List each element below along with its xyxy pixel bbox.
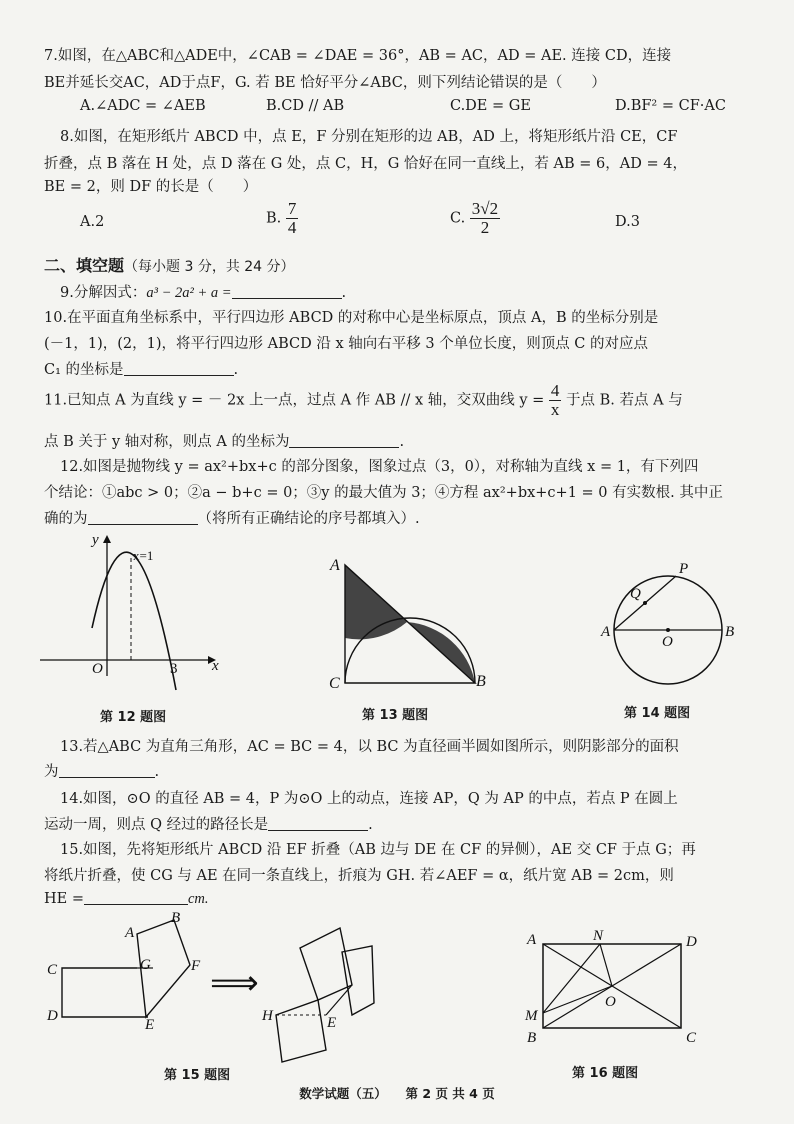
q15-line1: 15.如图，先将矩形纸片 ABCD 沿 EF 折叠（AB 边与 DE 在 CF 的异侧），AE 交 CF 于点 G；再	[60, 842, 696, 858]
q9: 9.分解因式：a³ − 2a² + a = .	[60, 285, 347, 301]
fig13-c: C	[329, 675, 340, 692]
q15-line3: HE = cm.	[44, 891, 209, 907]
q12-line1: 12.如图是抛物线 y = ax²+bx+c 的部分图象，图象过点（3，0），对称轴为直线 x = 1，有下列四	[60, 459, 699, 475]
fig14-b: B	[725, 624, 735, 640]
page-footer: 数学试题（五） 第 2 页 共 4 页	[299, 1086, 495, 1101]
fig12-three: 3	[170, 661, 178, 677]
figure-16-caption: 第 16 题图	[572, 1066, 639, 1081]
fig12-axis-label: x=1	[133, 548, 154, 563]
q7-line2: BE并延长交AC，AD于点F，G. 若 BE 恰好平分∠ABC，则下列结论错误的是（ ）	[44, 75, 606, 91]
fig16-a: A	[527, 932, 537, 948]
q14-line1: 14.如图，⊙O 的直径 AB = 4，P 为⊙O 上的动点，连接 AP，Q 为 AP 的中点，若点 P 在圆上	[60, 791, 678, 807]
fig16-d: D	[686, 934, 697, 950]
fig13-a: A	[330, 557, 340, 574]
q12-line2: 个结论：①abc > 0；②a − b+c = 0；③y 的最大值为 3；④方程 ax²+bx+c+1 = 0 有实数根. 其中正	[44, 485, 723, 501]
q15-line2: 将纸片折叠，使 CG 与 AE 在同一条直线上，折痕为 GH. 若∠AEF = α，纸片宽 AB = 2cm，则	[44, 868, 674, 884]
q8-line3: BE = 2，则 DF 的长是（ ）	[44, 179, 258, 195]
q8-option-b: B. $\frac{7}{4}$	[266, 199, 297, 237]
fig15-g: G	[140, 957, 151, 973]
fig14-q: Q	[630, 586, 641, 602]
q8-option-a: A.2	[80, 214, 105, 230]
q7-option-d: D.BF² = CF·AC	[615, 98, 726, 114]
figure-12-caption: 第 12 题图	[100, 710, 167, 725]
fig15-d: D	[47, 1008, 58, 1024]
fig15-a: A	[125, 925, 135, 941]
fig16-b: B	[527, 1030, 537, 1046]
fig15-arrow-icon: ⟹	[210, 965, 259, 1002]
q8-line2: 折叠，点 B 落在 H 处，点 D 落在 G 处，点 C，H，G 恰好在同一直线上，若 AB = 6，AD = 4，	[44, 156, 687, 172]
q7-option-a: A.∠ADC = ∠AEB	[80, 98, 206, 114]
q11-line1: 11.已知点 A 为直线 y = － 2x 上一点，过点 A 作 AB // x 轴，交双曲线 y = $\frac{4}{x}$ 于点 B. 若点 A 与	[44, 381, 683, 419]
figure-15-caption: 第 15 题图	[164, 1068, 231, 1083]
fig16-m: M	[525, 1008, 538, 1024]
fig12-origin: O	[92, 661, 103, 677]
q8-option-c: C. $\frac{3√2}{2}$	[450, 199, 499, 237]
q8-line1: 8.如图，在矩形纸片 ABCD 中，点 E，F 分别在矩形的边 AB，AD 上，将矩形纸片沿 CE，CF	[60, 129, 678, 145]
fig15-c: C	[47, 962, 58, 978]
fig13-b: B	[476, 673, 486, 690]
fig16-c: C	[686, 1030, 697, 1046]
fig15-f: F	[191, 958, 201, 974]
fig12-x-label: x	[212, 658, 219, 674]
figure-13-caption: 第 13 题图	[362, 708, 429, 723]
q10-line1: 10.在平面直角坐标系中，平行四边形 ABCD 的对称中心是坐标原点，顶点 A，B 的坐标分别是	[44, 310, 659, 326]
fig14-o: O	[662, 634, 673, 650]
q13-line1: 13.若△ABC 为直角三角形，AC = BC = 4，以 BC 为直径画半圆如图所示，则阴影部分的面积	[60, 739, 679, 755]
q13-line2: 为 .	[44, 764, 160, 780]
fig16-n: N	[593, 928, 604, 944]
q10-line3: C₁ 的坐标是 .	[44, 362, 239, 378]
fig14-a: A	[601, 624, 611, 640]
fig15-e: E	[145, 1017, 155, 1033]
q7-line1: 7.如图，在△ABC和△ADE中，∠CAB = ∠DAE = 36°，AB = AC，AD = AE. 连接 CD，连接	[44, 48, 672, 64]
fig14-p: P	[679, 561, 689, 577]
q14-line2: 运动一周，则点 Q 经过的路径长是 .	[44, 817, 373, 833]
fig15-b: B	[171, 910, 181, 926]
q12-line3: 确的为 （将所有正确结论的序号都填入）.	[44, 511, 420, 527]
q11-line2: 点 B 关于 y 轴对称，则点 A 的坐标为 .	[44, 434, 405, 450]
fig15-h: H	[262, 1008, 273, 1024]
q8-option-d: D.3	[615, 214, 640, 230]
q10-line2: (－1，1)，(2，1)，将平行四边形 ABCD 沿 x 轴向右平移 3 个单位长度，则顶点 C 的对应点	[44, 336, 649, 352]
fig15-e2: E	[327, 1015, 337, 1031]
figure-14-caption: 第 14 题图	[624, 706, 691, 721]
fig16-o: O	[605, 994, 616, 1010]
q7-option-b: B.CD // AB	[266, 98, 345, 114]
fig12-y-label: y	[92, 532, 99, 548]
section-2-title: 二、填空题（每小题 3 分，共 24 分）	[44, 256, 295, 275]
q7-option-c: C.DE = GE	[450, 98, 531, 114]
